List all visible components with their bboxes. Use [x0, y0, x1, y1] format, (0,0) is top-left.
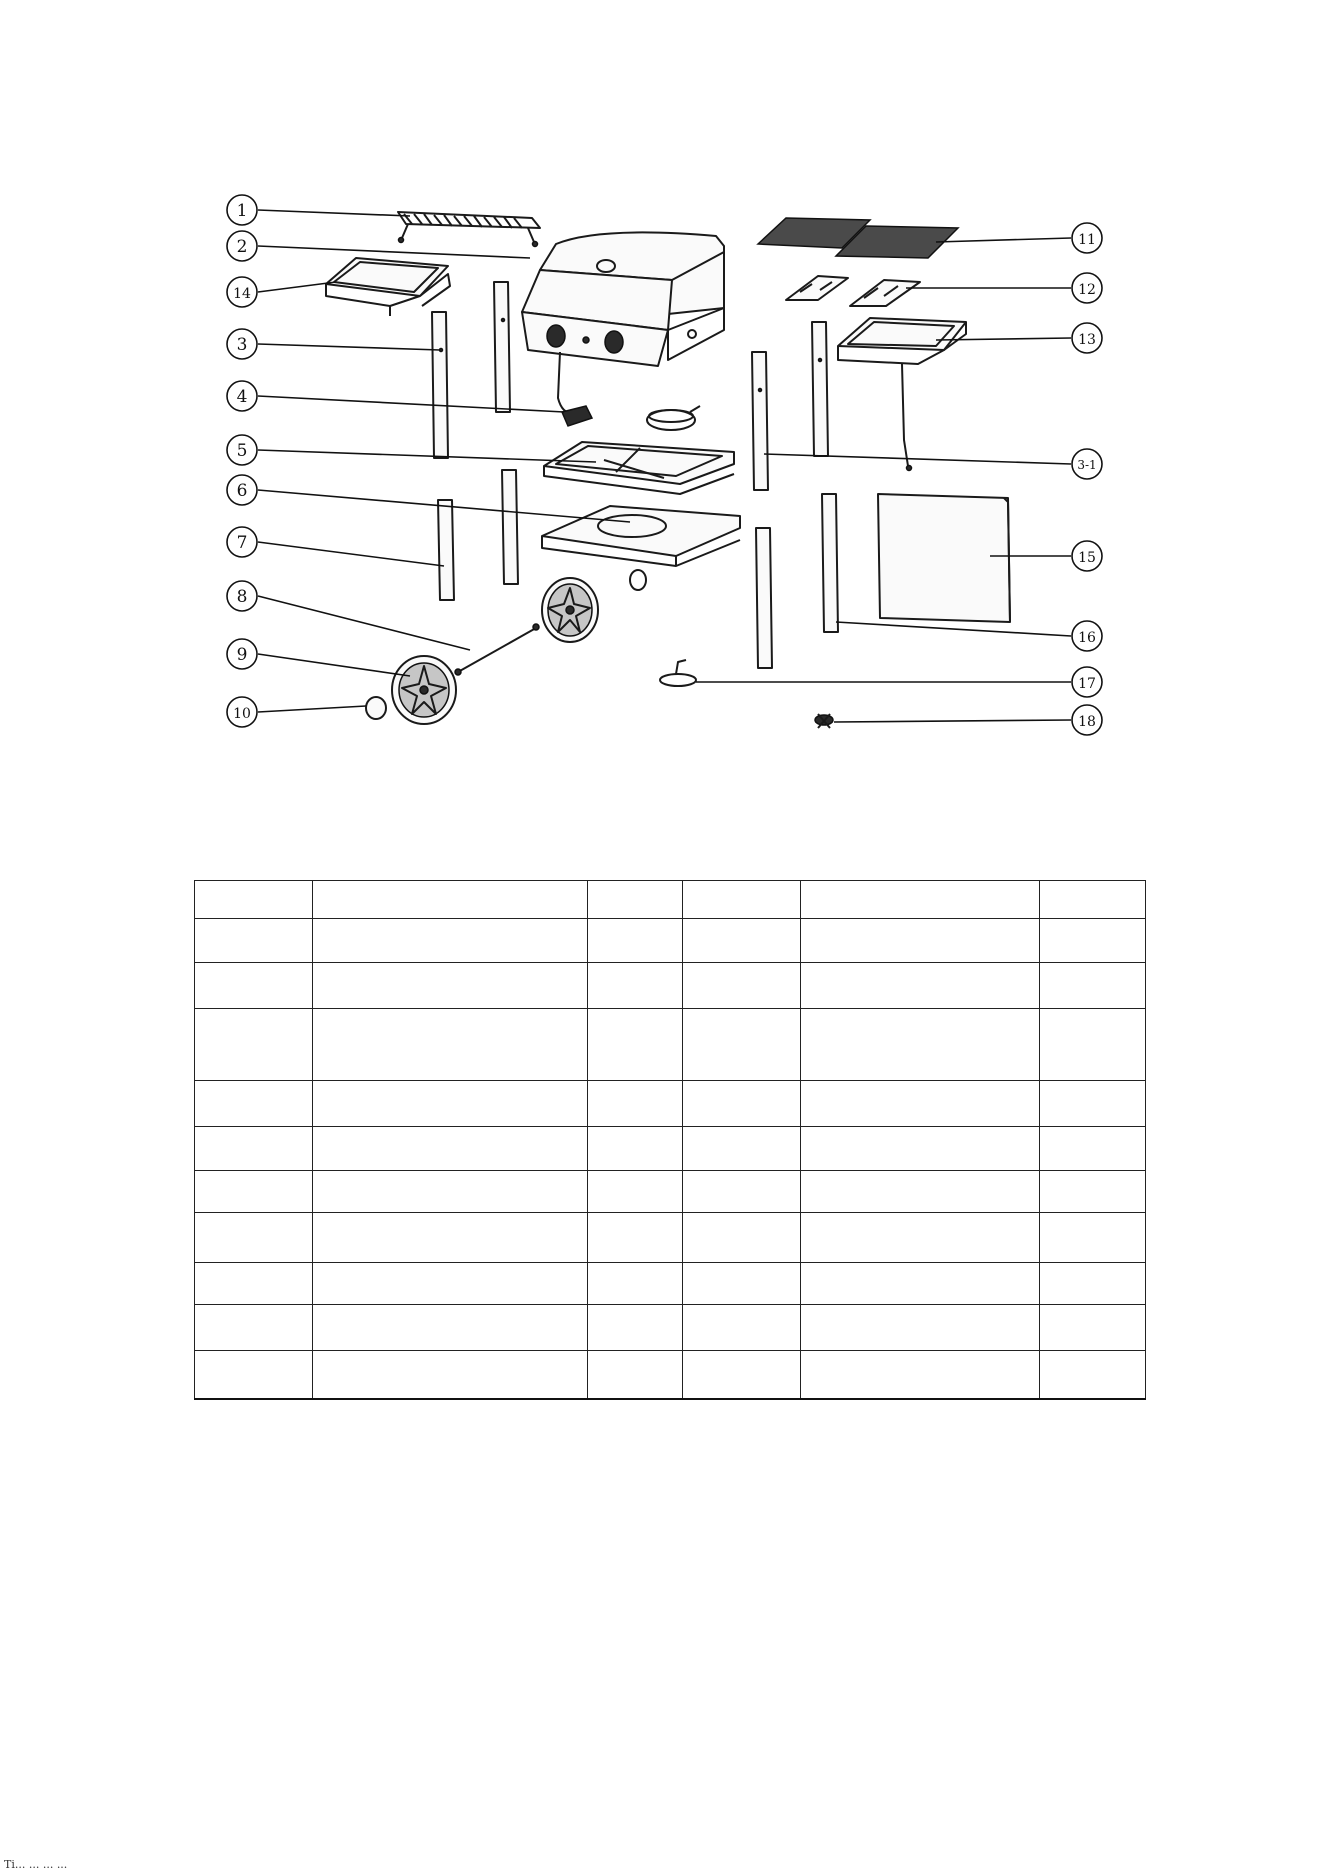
callout-label: 14 [233, 286, 251, 302]
part-clip [815, 714, 833, 728]
table-cell [588, 919, 683, 963]
table-cell [1040, 1305, 1146, 1351]
callout-label: 1 [236, 201, 248, 221]
part-bottom-shelf [542, 506, 740, 566]
part-grease-tray [544, 442, 734, 494]
callout-8 [227, 581, 257, 611]
callout-6 [227, 475, 257, 505]
table-cell [313, 1009, 588, 1081]
table-cell [313, 1351, 588, 1399]
callout-label: 7 [236, 533, 248, 553]
table-cell [195, 881, 313, 919]
table-cell [801, 1171, 1040, 1213]
callout-18 [1072, 705, 1102, 735]
table-cell [801, 1213, 1040, 1263]
table-row [195, 1213, 1146, 1263]
table-cell [313, 1305, 588, 1351]
table-cell [1040, 1127, 1146, 1171]
table-cell [683, 1171, 801, 1213]
callout-label: 10 [233, 706, 251, 722]
table-cell [588, 1263, 683, 1305]
table-cell [801, 919, 1040, 963]
table-row [195, 1171, 1146, 1213]
part-cooking-grates [758, 218, 958, 258]
table-cell [683, 1009, 801, 1081]
callout-label: 11 [1078, 232, 1096, 248]
table-cell [1040, 1171, 1146, 1213]
table-cell [683, 1127, 801, 1171]
table-row [195, 881, 1146, 919]
table-cell [195, 1213, 313, 1263]
callout-2 [227, 231, 257, 261]
table-cell [683, 1081, 801, 1127]
callout-13 [1072, 323, 1102, 353]
table-cell [588, 1009, 683, 1081]
table-cell [801, 1263, 1040, 1305]
table-cell [1040, 1263, 1146, 1305]
parts-list-table [194, 880, 1146, 1400]
table-row [195, 1127, 1146, 1171]
table-cell [683, 1305, 801, 1351]
part-tank-ring [660, 660, 696, 686]
table-cell [683, 881, 801, 919]
callout-3 [227, 329, 257, 359]
exploded-parts-diagram [0, 0, 1324, 790]
footer-mark: Ti... ... ... ... [4, 1858, 68, 1871]
callout-9 [227, 639, 257, 669]
table-cell [313, 881, 588, 919]
callout-label: 4 [236, 387, 248, 407]
table-cell [588, 1081, 683, 1127]
callout-label: 8 [236, 587, 248, 607]
table-cell [195, 1263, 313, 1305]
table-cell [683, 919, 801, 963]
callout-14 [227, 277, 257, 307]
part-left-side-shelf [326, 258, 450, 316]
table-cell [683, 1351, 801, 1399]
callout-label: 5 [236, 441, 248, 461]
callout-12 [1072, 273, 1102, 303]
table-cell [195, 1009, 313, 1081]
table-cell [801, 881, 1040, 919]
table-cell [313, 1171, 588, 1213]
table-cell [1040, 919, 1146, 963]
table-cell [1040, 1009, 1146, 1081]
callout-label: 2 [236, 237, 248, 257]
table-cell [313, 1081, 588, 1127]
table-cell [195, 1171, 313, 1213]
callout-1 [227, 195, 257, 225]
callout-label: 13 [1078, 332, 1096, 348]
table-cell [588, 1305, 683, 1351]
table-cell [195, 1305, 313, 1351]
callout-11 [1072, 223, 1102, 253]
callout-label: 3 [236, 335, 248, 355]
table-cell [588, 963, 683, 1009]
table-cell [588, 1213, 683, 1263]
table-row [195, 1263, 1146, 1305]
table-cell [195, 1351, 313, 1399]
table-cell [313, 919, 588, 963]
table-cell [313, 1263, 588, 1305]
table-row [195, 1081, 1146, 1127]
callout-label: 9 [236, 645, 248, 665]
table-cell [683, 963, 801, 1009]
part-wheel-rear [542, 578, 598, 642]
table-cell [313, 1127, 588, 1171]
table-cell [801, 1009, 1040, 1081]
table-row [195, 1351, 1146, 1399]
callout-5 [227, 435, 257, 465]
callout-4 [227, 381, 257, 411]
table-row [195, 919, 1146, 963]
table-cell [1040, 1081, 1146, 1127]
part-back-panel [878, 494, 1010, 622]
table-cell [313, 963, 588, 1009]
callout-15 [1072, 541, 1102, 571]
callout-label: 17 [1078, 676, 1096, 692]
table-cell [801, 1127, 1040, 1171]
table-cell [195, 963, 313, 1009]
table-cell [195, 1127, 313, 1171]
part-knob [630, 570, 646, 590]
table-cell [195, 1081, 313, 1127]
callout-10 [227, 697, 257, 727]
table-cell [313, 1213, 588, 1263]
callout-label: 3-1 [1077, 458, 1097, 472]
table-cell [588, 1127, 683, 1171]
table-row [195, 1009, 1146, 1081]
table-cell [683, 1213, 801, 1263]
table-cell [1040, 963, 1146, 1009]
part-right-side-shelf [838, 318, 966, 471]
part-warming-rack [398, 212, 540, 247]
part-grill-head [522, 232, 724, 414]
part-wheel-front [392, 656, 456, 724]
callout-3-1 [1072, 449, 1102, 479]
table-cell [801, 1081, 1040, 1127]
table-cell [801, 1351, 1040, 1399]
table-cell [1040, 1351, 1146, 1399]
diagram-canvas [0, 0, 1324, 790]
callout-7 [227, 527, 257, 557]
part-gas-hose [562, 406, 700, 430]
table-cell [195, 919, 313, 963]
callout-16 [1072, 621, 1102, 651]
table-cell [683, 1263, 801, 1305]
part-heat-plates [786, 276, 920, 306]
callout-label: 12 [1078, 282, 1096, 298]
callout-label: 16 [1078, 630, 1096, 646]
table-cell [1040, 881, 1146, 919]
callout-17 [1072, 667, 1102, 697]
table-cell [588, 881, 683, 919]
table-cell [1040, 1213, 1146, 1263]
table-cell [801, 1305, 1040, 1351]
table-row [195, 1305, 1146, 1351]
part-hub-cap [366, 697, 386, 719]
callout-label: 18 [1078, 714, 1096, 730]
table-cell [588, 1351, 683, 1399]
callout-label: 6 [236, 481, 248, 501]
table-cell [588, 1171, 683, 1213]
table-cell [801, 963, 1040, 1009]
callout-label: 15 [1078, 550, 1096, 566]
table-row [195, 963, 1146, 1009]
